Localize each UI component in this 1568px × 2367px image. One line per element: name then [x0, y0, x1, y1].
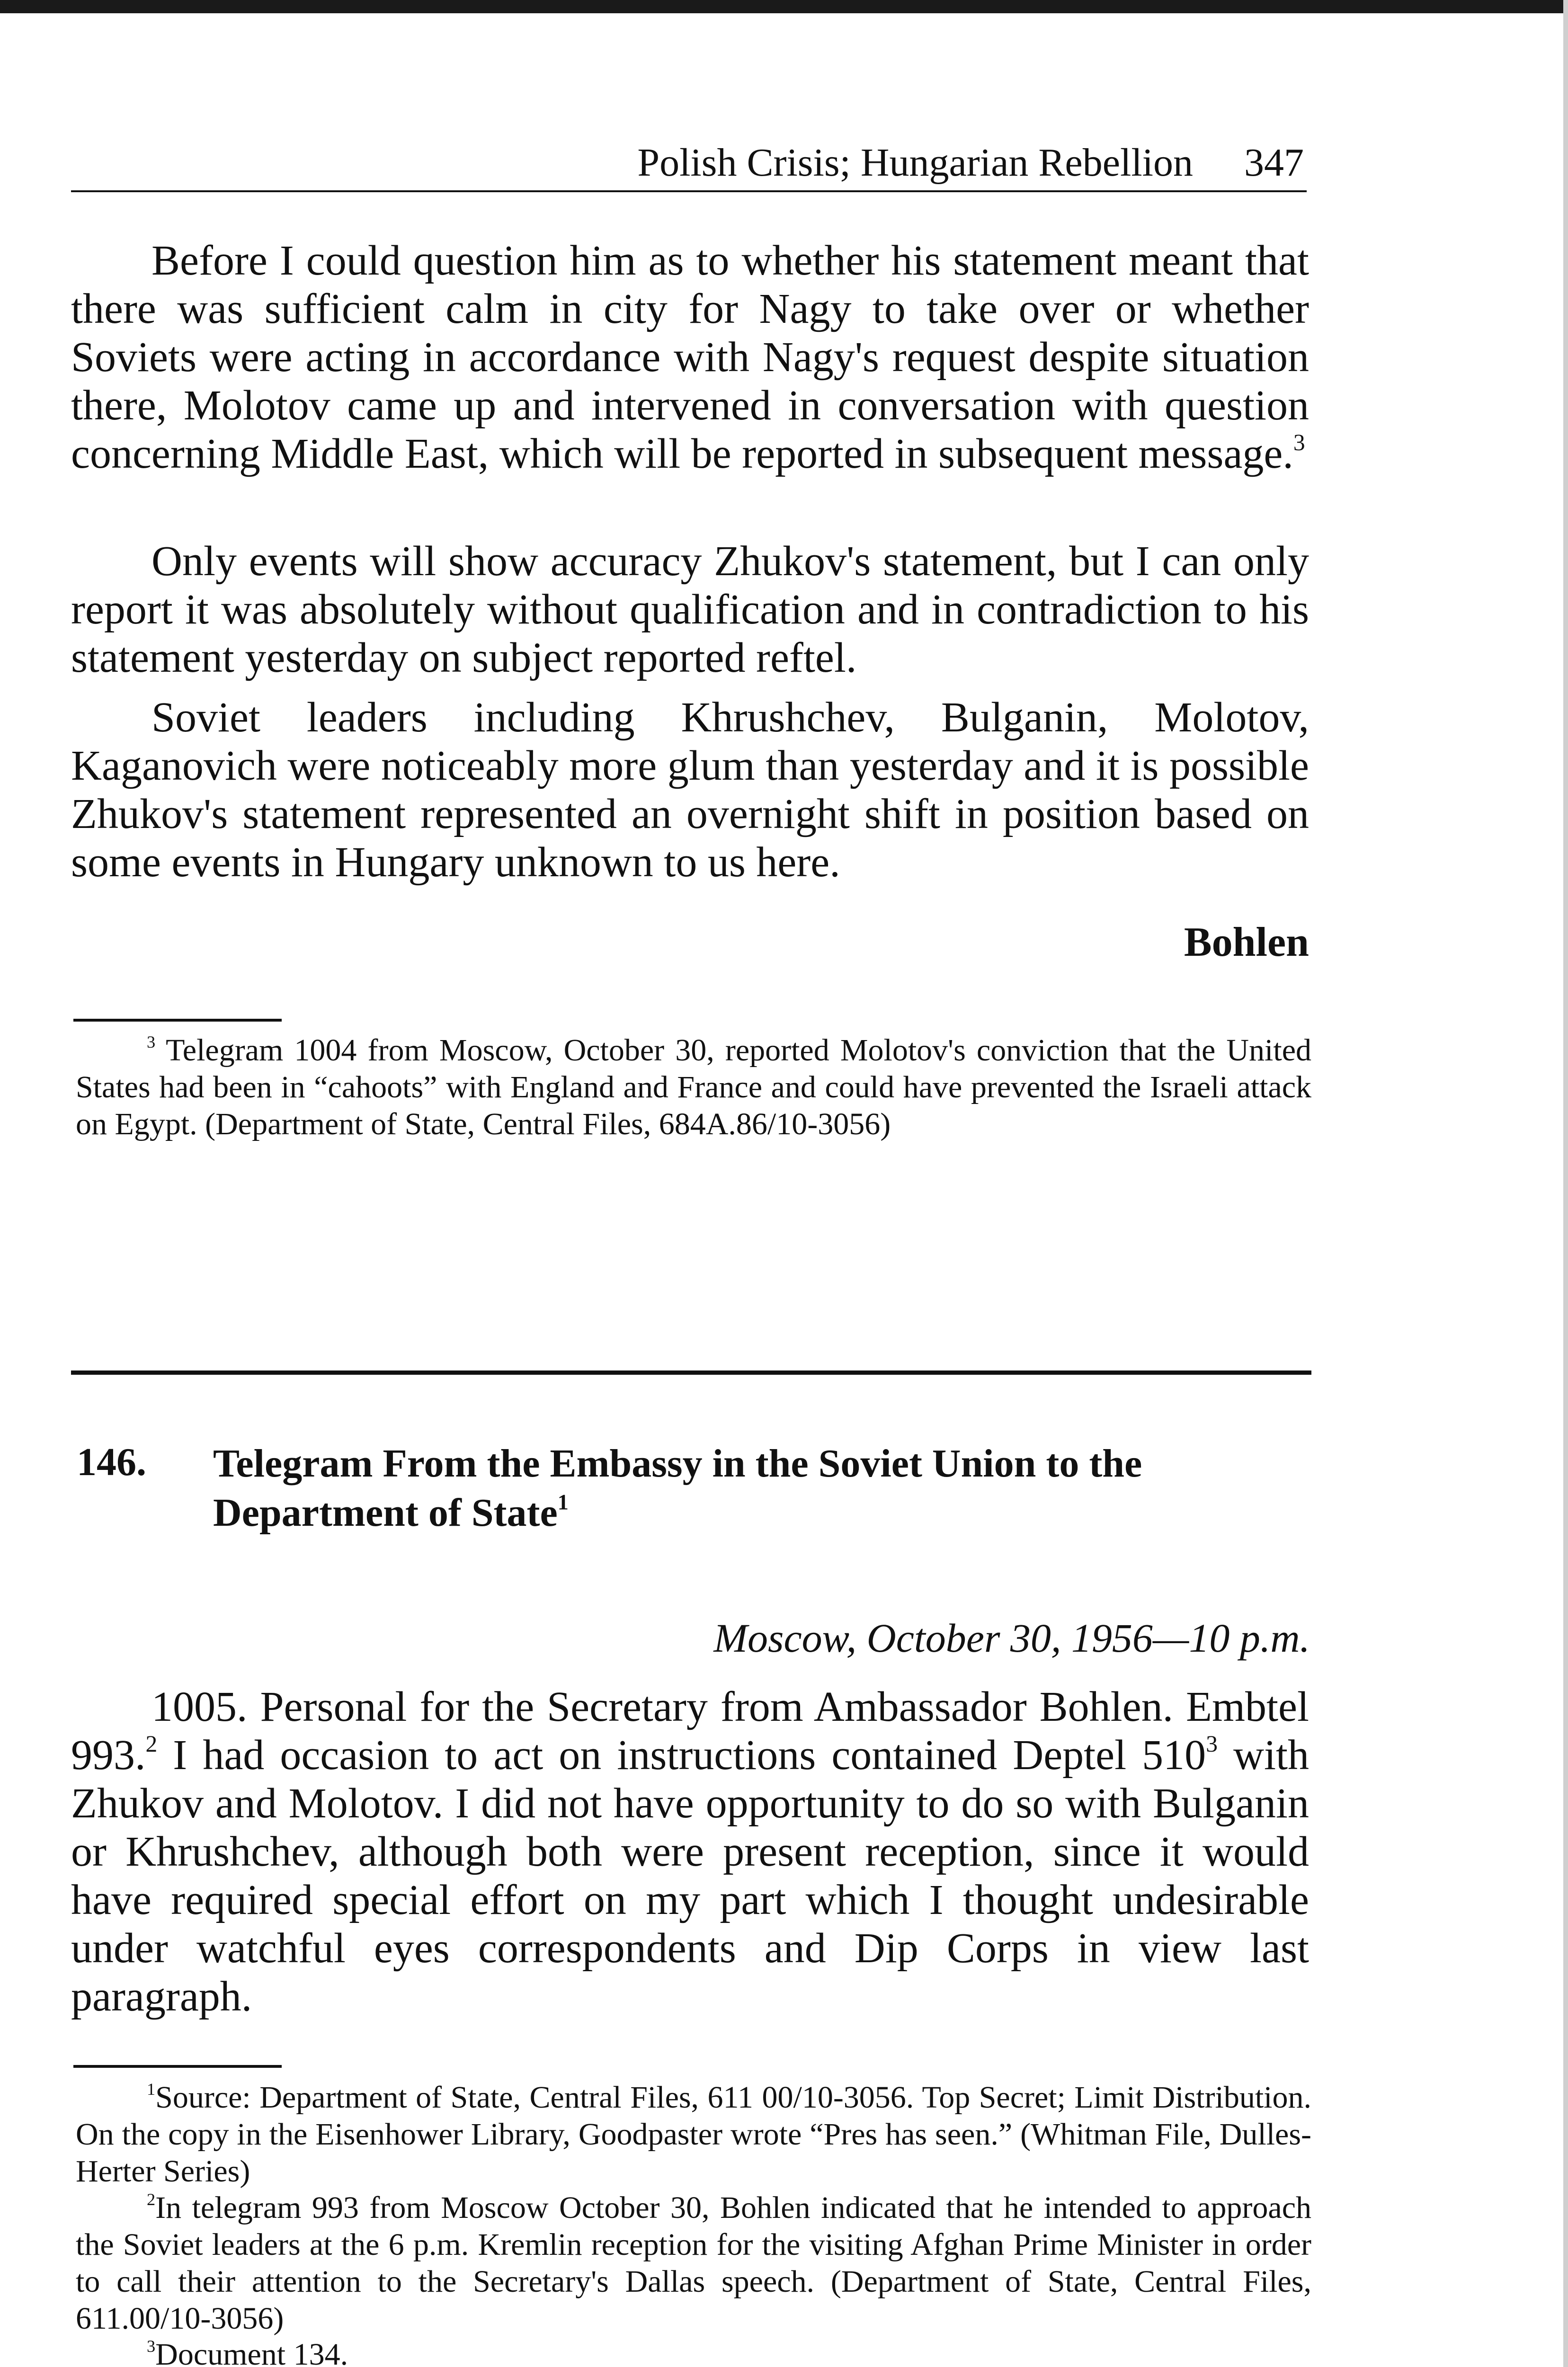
footnote-number: 2 [147, 2189, 156, 2209]
paragraph-soviet-leaders: Soviet leaders including Khrushchev, Bulganin, Molotov, Kaganovich were noticeably more glum than yesterday and it is possible Zhukov's statement represented an overnight shift in position based on some events in Hungary unknown to us here. [71, 694, 1309, 886]
document-title-text: Telegram From the Embassy in the Soviet Union to the Department of State [213, 1442, 1142, 1535]
section-divider [71, 1370, 1311, 1375]
document-number: 146. [77, 1440, 146, 1484]
footnote-3-molotov [76, 1032, 1311, 1143]
running-header [71, 133, 1307, 192]
paragraph-text: Before I could question him as to whether his statement meant that there was sufficient calm in city for Nagy to take over or whether Soviets were acting in accordance with Nagy's request despite situation there, Molotov came up and intervened in conversation with question concerning Middle East, which will be reported in subsequent message. [71, 237, 1309, 477]
scan-right-edge [1563, 0, 1568, 2367]
signature-bohlen: Bohlen [1184, 919, 1309, 965]
footnote-3-document [76, 2336, 1311, 2367]
footnote-ref-3b: 3 [1206, 1730, 1218, 1757]
paragraph-molotov-intervened [71, 237, 1309, 478]
footnote-2-telegram-993 [76, 2189, 1311, 2337]
footnote-rule-top [73, 1019, 282, 1022]
page-number: 347 [1244, 141, 1304, 185]
telegram-body [71, 1683, 1309, 2021]
paragraph-zhukov-accuracy: Only events will show accuracy Zhukov's statement, but I can only report it was absolutely without qualification and in contradiction to his statement yesterday on subject reported reftel. [71, 538, 1309, 681]
telegram-text-2: I had occasion to act on instructions contained Deptel 510 [157, 1732, 1206, 1779]
dateline: Moscow, October 30, 1956—10 p.m. [713, 1615, 1310, 1661]
footnote-text: Source: Department of State, Central Files, 611 00/10-3056. Top Secret; Limit Distribution. On the copy in the Eisenhower Library, Goodpaster wrote “Pres has seen.” (Whitman File, Dulles-Herter Series) [76, 2080, 1311, 2189]
footnote-1-source [76, 2079, 1311, 2190]
telegram-text-3: with Zhukov and Molotov. I did not have opportunity to do so with Bulganin or Khrushchev, although both were present reception, since it would have required special effort on my part which I thought undesirable under watchful eyes correspondents and Dip Corps in view last paragraph. [71, 1732, 1309, 2020]
footnote-number: 3 [147, 2336, 156, 2356]
telegram-text-1: 1005. Personal for the Secretary from Ambassador Bohlen. Embtel 993. [71, 1683, 1309, 1779]
running-title: Polish Crisis; Hungarian Rebellion [637, 141, 1193, 185]
document-title [213, 1439, 1302, 1538]
footnote-number: 1 [147, 2079, 156, 2099]
footnote-number: 3 [147, 1032, 156, 1051]
footnote-text: Document 134. [155, 2337, 348, 2367]
footnote-ref-3: 3 [1293, 429, 1305, 455]
scan-top-border [0, 0, 1568, 13]
footnote-rule-bottom [73, 2065, 282, 2068]
footnote-ref-2: 2 [145, 1730, 158, 1757]
footnote-text: In telegram 993 from Moscow October 30, Bohlen indicated that he intended to approach the Soviet leaders at the 6 p.m. Kremlin reception for the visiting Afghan Prime Minister in order to call their attention to the Secretary's Dallas speech. (Department of State, Central Files, 611.00/10-3056) [76, 2190, 1311, 2336]
footnote-text: Telegram 1004 from Moscow, October 30, reported Molotov's conviction that the United States had been in “cahoots” with England and France and could have prevented the Israeli attack on Egypt. (Department of State, Central Files, 684A.86/10-3056) [76, 1033, 1311, 1141]
footnote-ref-1: 1 [557, 1490, 569, 1514]
